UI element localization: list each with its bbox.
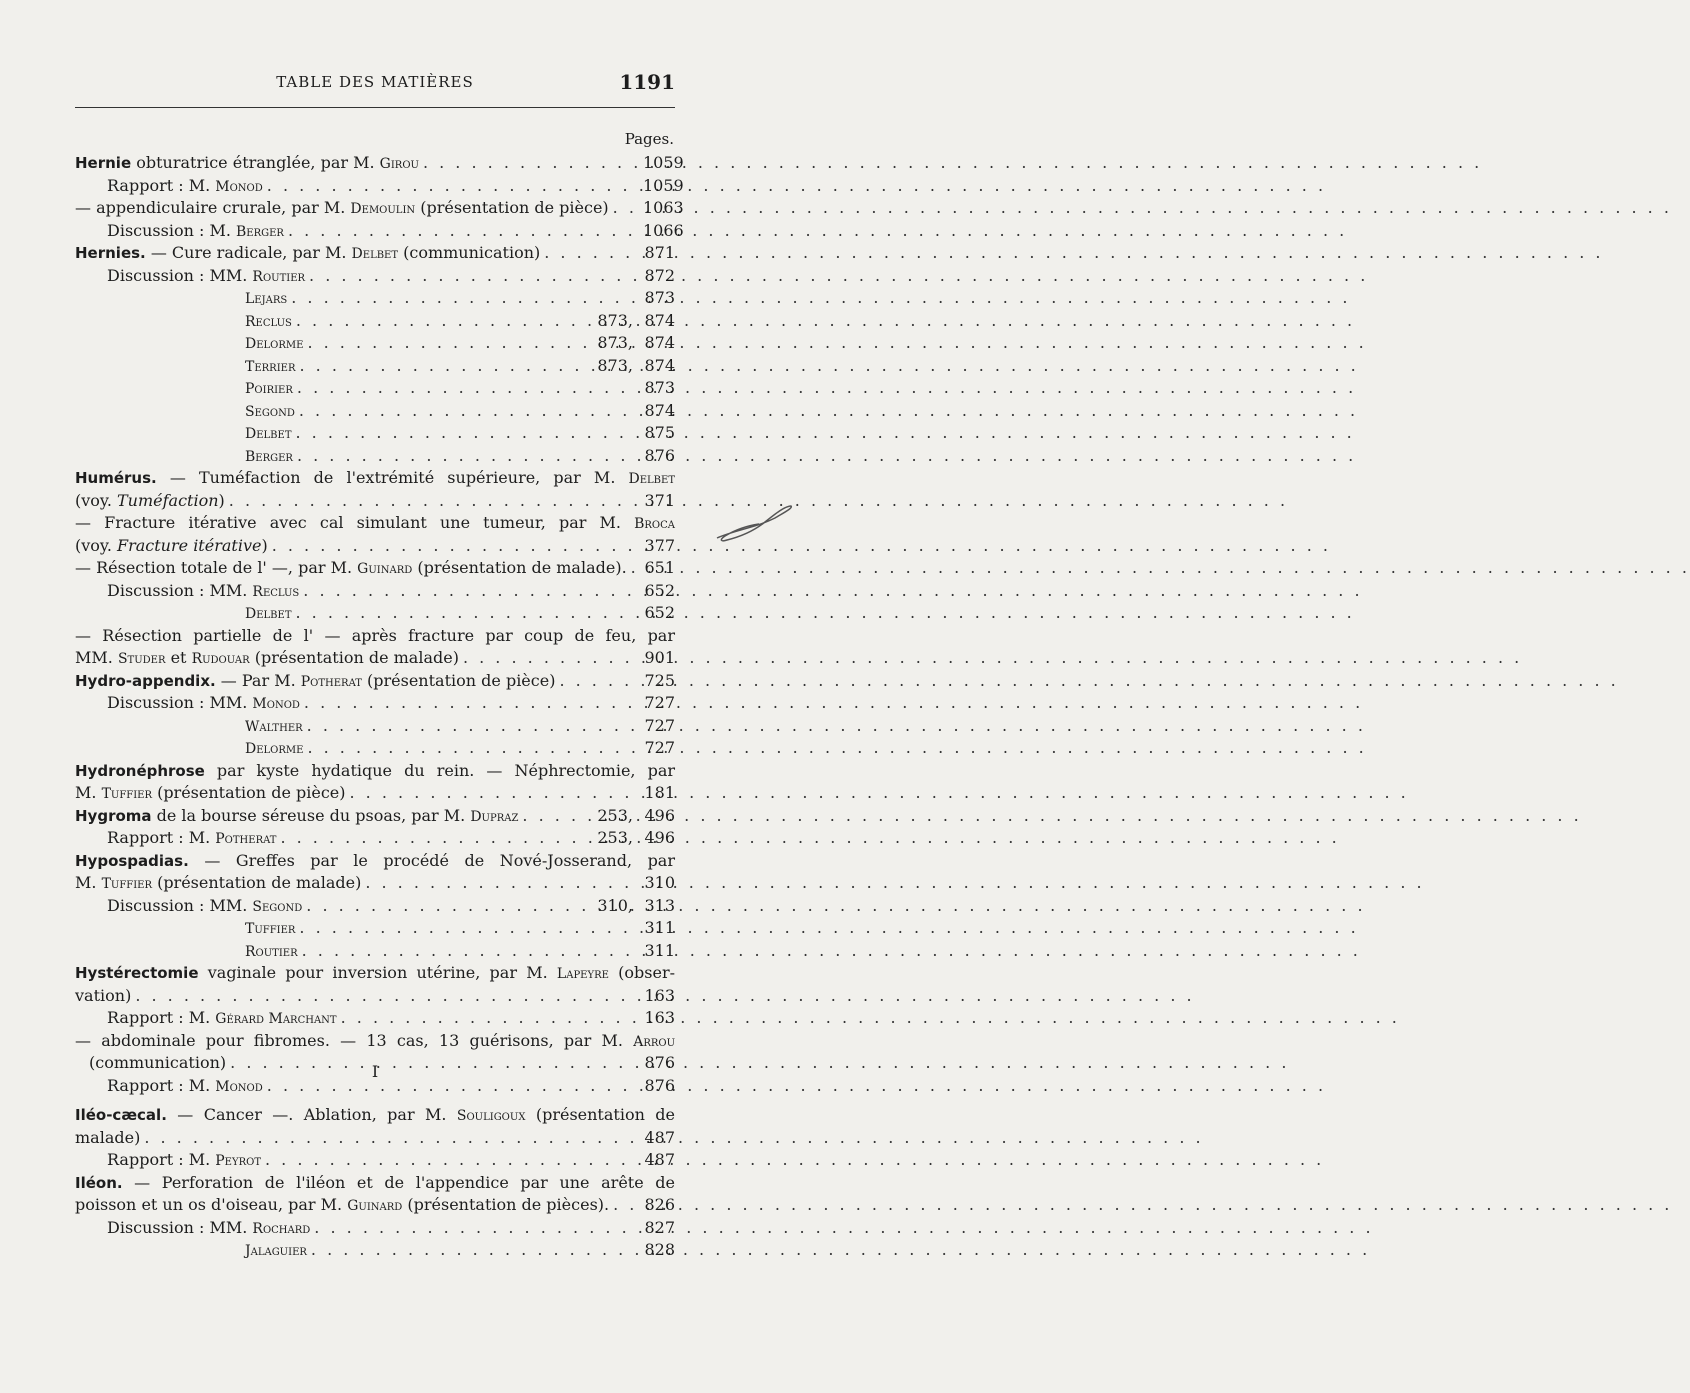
page-ref-first: 873, (597, 310, 633, 330)
dot-leader (291, 422, 643, 445)
author-name: Rudouar (191, 651, 250, 667)
entry-prefix: Discussion : M. (107, 220, 237, 240)
entry-heading: Hydronéphrose (75, 761, 205, 780)
entry-text (245, 400, 295, 424)
page-ref: 652 (644, 603, 675, 622)
toc-entry (75, 1149, 675, 1172)
toc-entry (75, 692, 675, 715)
entry-text (245, 737, 303, 761)
entry-text (245, 940, 298, 964)
dot-leader (310, 1217, 643, 1240)
dot-leader (300, 692, 643, 715)
toc-entry (75, 445, 675, 468)
page-ref: 872 (644, 265, 675, 285)
entry-text (75, 152, 419, 176)
toc-entry (75, 422, 675, 445)
toc-entry (75, 1104, 675, 1127)
entry-text (107, 220, 284, 244)
dot-leader (140, 1127, 643, 1150)
entry-text (245, 917, 295, 941)
entry-text (75, 782, 346, 806)
author-name: Lejars (245, 291, 288, 307)
toc-entry (75, 557, 675, 580)
dot-leader (337, 1007, 643, 1030)
entry-text (75, 805, 518, 829)
page-ref: 876 (644, 1075, 675, 1095)
author-name: Delbet (245, 426, 292, 442)
entry-text (245, 377, 293, 401)
entry-prefix: M. (75, 873, 102, 892)
author-name: Monod (215, 178, 263, 195)
page-ref: 651 (644, 558, 675, 577)
page-ref: 876 (644, 445, 675, 465)
dot-leader (518, 805, 593, 828)
entry-suffix: (communication) (398, 243, 541, 262)
toc-entry (75, 1194, 675, 1217)
entry-text (75, 872, 361, 896)
toc-entry (75, 310, 675, 333)
page-ref: 163 (644, 985, 675, 1005)
author-name: Guinard (347, 1198, 403, 1214)
author-name: Delorme (245, 336, 304, 352)
entry-prefix: — appendiculaire crurale, par M. (75, 198, 351, 217)
toc-entry (75, 760, 675, 783)
entry-text (245, 332, 303, 356)
entry-prefix: (communication) (89, 1053, 227, 1072)
entry-description: par kyste hydatique du rein. — Néphrectomie, par (204, 760, 675, 780)
dot-leader (293, 377, 643, 400)
entry-suffix: (présentation de pièce) (151, 783, 346, 802)
dot-leader (303, 737, 643, 760)
entry-prefix: Discussion : MM. (107, 693, 253, 712)
dot-leader (303, 715, 643, 738)
entry-description: — Greffes par le procédé de Nové-Josserand, par (188, 850, 675, 870)
dot-leader (307, 1239, 643, 1262)
entry-text (75, 197, 609, 221)
dot-leader (268, 535, 643, 558)
toc-entry (75, 782, 675, 805)
page-ref: 727 (644, 738, 675, 757)
dot-leader (263, 175, 643, 198)
header-rule (75, 107, 675, 108)
author-name: Studer (117, 651, 166, 667)
author-name: Potherat (300, 673, 362, 690)
toc-entry (75, 1172, 675, 1195)
author-name: Lapeyre (556, 966, 609, 982)
toc-entry (75, 242, 675, 265)
entry-suffix: (présentation de pièces). (402, 1195, 610, 1214)
author-name: Delbet (245, 606, 292, 622)
dot-leader (361, 872, 643, 895)
entry-prefix: (voy. (75, 535, 117, 555)
dot-leader (293, 445, 643, 468)
dot-leader (295, 400, 643, 423)
toc-entry (75, 850, 675, 873)
author-name: Segond (245, 403, 295, 420)
page-ref: 725 (644, 670, 675, 690)
dot-leader (303, 332, 593, 355)
entry-text (75, 1194, 609, 1218)
pen-mark (715, 500, 795, 550)
dot-leader (346, 782, 644, 805)
entry-text (107, 175, 263, 199)
entry-text (107, 1149, 261, 1173)
toc-entry (75, 805, 675, 828)
entry-description: — Par M. (215, 670, 301, 690)
entry-text (75, 1104, 675, 1128)
toc-entry (75, 535, 675, 558)
entry-prefix: Discussion : MM. (107, 895, 253, 915)
author-name: Berger (245, 448, 293, 465)
author-name: Walther (245, 718, 303, 735)
toc-entry (75, 895, 675, 918)
toc-entry (75, 1007, 675, 1030)
page-ref: 873 (644, 288, 675, 307)
page-ref: 310 (644, 873, 675, 892)
page-ref: 496 (644, 828, 675, 847)
dot-leader (298, 940, 643, 963)
entry-text (107, 1217, 310, 1241)
page-ref: 901 (644, 648, 675, 667)
toc-entry (75, 265, 675, 288)
entry-text (75, 467, 675, 491)
page-ref: 1063 (643, 198, 684, 217)
page-ref-first: 253, (597, 828, 633, 847)
page-ref: 1066 (643, 220, 684, 240)
entry-prefix: Discussion : MM. (107, 265, 253, 285)
dot-leader (555, 670, 643, 693)
dot-leader (291, 602, 643, 625)
author-name: Poirier (245, 381, 293, 397)
entry-text (245, 715, 303, 739)
dot-leader (540, 242, 643, 265)
toc-entry (75, 647, 675, 670)
entry-text (245, 1239, 307, 1263)
entry-description: — Cure radicale, par M. (145, 243, 352, 262)
entry-text (75, 535, 268, 558)
entry-text (107, 692, 300, 716)
dot-leader (627, 557, 643, 580)
toc-entry (75, 580, 675, 603)
page-ref: 874 (644, 400, 675, 420)
entry-prefix: — Fracture itérative avec cal simulant une tumeur, par M. (75, 513, 635, 532)
entry-text (75, 557, 627, 581)
toc-entry (75, 1030, 675, 1053)
page-ref: 727 (644, 693, 675, 712)
toc-entry (75, 602, 675, 625)
entry-heading: Iléon. (75, 1173, 123, 1192)
dot-leader (276, 827, 593, 850)
dot-leader (295, 917, 643, 940)
author-name: Arrou (633, 1033, 675, 1050)
entry-prefix: — Résection partielle de l' — après fracture par coup de feu, par (75, 625, 675, 645)
dot-leader (295, 355, 593, 378)
entry-description: — Perforation de l'iléon et de l'appendice par une arête de (122, 1172, 675, 1192)
page-ref-first: 873, (597, 333, 633, 352)
author-name: Tuffier (101, 786, 152, 802)
entry-prefix: poisson et un os d'oiseau, par M. (75, 1195, 348, 1214)
entry-text (245, 287, 287, 311)
entry-prefix: vation) (75, 985, 132, 1005)
entry-prefix: M. (75, 783, 102, 802)
author-name: Delbet (628, 471, 675, 487)
dot-leader (609, 197, 643, 220)
toc-entry (75, 197, 684, 220)
author-name: Rochard (252, 1220, 311, 1237)
entry-text (75, 1030, 675, 1054)
page-ref: 1059 (643, 153, 684, 172)
author-name: Guinard (357, 561, 413, 577)
entry-heading: Hernie (75, 154, 132, 172)
entry-crossref: Tuméfaction (117, 490, 219, 510)
toc-entry (75, 400, 675, 423)
page-ref: 371 (644, 490, 675, 510)
toc-entry (75, 467, 675, 490)
page-ref: 876 (644, 1053, 675, 1072)
entry-text (245, 310, 292, 334)
toc-entry (75, 287, 675, 310)
entry-text (75, 647, 459, 671)
entry-prefix: Rapport : M. (107, 1150, 216, 1169)
author-name: Demoulin (350, 201, 416, 217)
entry-text (75, 850, 675, 873)
page-ref-first: 310, (597, 895, 633, 915)
page-ref: 487 (644, 1150, 675, 1169)
author-name: Potherat (215, 831, 277, 847)
author-name: Terrier (245, 358, 296, 375)
entry-text (107, 265, 305, 289)
toc-entry (75, 512, 675, 535)
entry-prefix: malade) (75, 1127, 141, 1147)
dot-leader (299, 580, 643, 603)
author-name: Girou (379, 156, 419, 172)
page-ref: 163 (644, 1008, 675, 1027)
dot-leader (131, 985, 643, 1008)
page-ref: 313 (644, 895, 675, 915)
page-ref: 652 (644, 580, 675, 600)
dot-leader (225, 490, 643, 513)
toc-list-i (75, 1104, 675, 1262)
dot-leader (292, 310, 593, 333)
entry-prefix: — abdominale pour fibromes. — 13 cas, 13 guérisons, par M. (75, 1030, 634, 1050)
entry-description: — Tuméfaction de l'extrémité supérieure, par M. (156, 468, 629, 487)
entry-suffix: (présentation de malade) (151, 873, 362, 892)
entry-heading: Hypospadias. (75, 851, 189, 870)
dot-leader (609, 1194, 643, 1217)
page-ref: 873 (644, 378, 675, 397)
entry-prefix: MM. (75, 648, 118, 667)
entry-text (107, 1007, 337, 1031)
author-name: Jalaguier (245, 1243, 307, 1259)
entry-text (75, 512, 675, 536)
entry-suffix: (présentation de malade). (412, 558, 627, 577)
toc-entry (75, 872, 675, 895)
page-ref: 311 (644, 918, 675, 937)
entry-heading: Hernies. (75, 244, 146, 262)
page-ref: 874 (644, 333, 675, 352)
toc-list (75, 152, 684, 1097)
toc-entry (75, 715, 675, 738)
page-ref: 874 (644, 310, 675, 330)
author-name: Reclus (252, 583, 300, 600)
page-ref: 496 (644, 805, 675, 825)
entry-text (75, 670, 555, 694)
entry-prefix: Discussion : MM. (107, 1217, 253, 1237)
header-page-number: 1191 (619, 70, 675, 94)
entry-prefix: (voy. (75, 490, 117, 510)
toc-entry (75, 985, 675, 1008)
page-ref: 875 (644, 423, 675, 442)
entry-suffix: ) (261, 535, 268, 555)
page-ref: 311 (644, 940, 675, 960)
entry-suffix: (présentation de pièce) (415, 198, 609, 217)
toc-entry (75, 737, 675, 760)
dot-leader (284, 220, 643, 243)
author-name: Peyrot (215, 1153, 261, 1169)
page-ref-first: 253, (597, 805, 633, 825)
entry-prefix: Rapport : M. (107, 1075, 216, 1095)
author-name: Broca (634, 516, 675, 532)
entry-text (75, 242, 540, 266)
entry-suffix: (présentation de (525, 1105, 675, 1124)
toc-entry (75, 377, 675, 400)
entry-text (75, 625, 675, 648)
entry-text (107, 580, 299, 604)
toc-entry (75, 940, 675, 963)
entry-description: obturatrice étranglée, par M. (131, 153, 380, 172)
dot-leader (261, 1149, 643, 1172)
entry-text (75, 962, 675, 986)
pages-column-label: Pages. (624, 130, 674, 148)
entry-text (245, 355, 295, 379)
entry-prefix: Rapport : M. (107, 828, 216, 847)
dot-leader (287, 287, 643, 310)
entry-text (75, 1127, 140, 1150)
author-name: Dupraz (470, 808, 519, 825)
toc-entry (75, 670, 675, 693)
page-ref: 1059 (643, 175, 684, 195)
dot-leader (459, 647, 643, 670)
header-title: TABLE DES MATIÈRES (276, 73, 474, 91)
entry-heading: Iléo-cæcal. (75, 1106, 167, 1124)
entry-suffix: (présentation de malade) (249, 648, 459, 667)
toc-entry (75, 332, 675, 355)
entry-prefix: — Résection totale de l' —, par M. (75, 558, 358, 577)
page-ref: 181 (644, 783, 675, 802)
entry-text (75, 1172, 675, 1195)
dot-leader (305, 265, 643, 288)
author-name: Segond (252, 898, 303, 915)
page-ref: 828 (644, 1240, 675, 1259)
toc-entry (75, 175, 684, 198)
page-ref: 827 (644, 1217, 675, 1237)
page-ref: 727 (644, 715, 675, 735)
entry-heading: Hygroma (75, 806, 152, 825)
page-ref: 874 (644, 355, 675, 375)
author-name: Routier (252, 268, 306, 285)
entry-crossref: Fracture itérative (117, 535, 262, 555)
author-name: Tuffier (101, 876, 152, 892)
toc-entry (75, 1239, 675, 1262)
author-name: Berger (236, 223, 284, 240)
dot-leader (302, 895, 593, 918)
entry-heading: Hystérectomie (75, 964, 199, 982)
page-ref: 871 (644, 243, 675, 262)
entry-prefix: Discussion : MM. (107, 580, 253, 600)
toc-entry (75, 1217, 675, 1240)
entry-suffix: (présentation de pièce) (361, 670, 556, 690)
page-ref: 487 (644, 1127, 675, 1147)
entry-suffix: (obser- (608, 963, 675, 982)
entry-suffix: ) (218, 490, 225, 510)
toc-entry (75, 1127, 675, 1150)
toc-entry (75, 355, 675, 378)
toc-entry (75, 625, 675, 648)
toc-entry (75, 490, 675, 513)
author-name: Souligoux (456, 1108, 526, 1124)
author-name: Monod (252, 696, 300, 712)
page-ref: 377 (644, 535, 675, 555)
entry-prefix: Rapport : M. (107, 1008, 216, 1027)
author-name: Tuffier (245, 921, 296, 937)
toc-entry (75, 917, 675, 940)
dot-leader (419, 152, 643, 175)
entry-connector: et (165, 648, 192, 667)
author-name: Reclus (245, 313, 292, 330)
page-ref: 826 (644, 1195, 675, 1214)
entry-description: de la bourse séreuse du psoas, par M. (151, 805, 471, 825)
entry-heading: Humérus. (75, 469, 157, 487)
toc-entry (75, 152, 684, 175)
running-header (75, 70, 675, 100)
entry-description: vaginale pour inversion utérine, par M. (198, 963, 557, 982)
entry-text (245, 445, 293, 469)
entry-text (75, 985, 131, 1008)
entry-description: — Cancer —. Ablation, par M. (166, 1105, 457, 1124)
entry-text (75, 760, 675, 783)
entry-text (75, 490, 225, 513)
author-name: Delorme (245, 741, 304, 757)
toc-entry (75, 827, 675, 850)
toc-entry (75, 962, 675, 985)
book-page (0, 0, 800, 1393)
author-name: Routier (245, 943, 298, 960)
author-name: Gérard Marchant (215, 1011, 337, 1027)
author-name: Delbet (351, 246, 399, 262)
author-name: Monod (215, 1078, 263, 1095)
section-letter: I (371, 1062, 379, 1081)
entry-text (245, 422, 291, 446)
entry-text (107, 827, 276, 851)
entry-text (245, 602, 291, 626)
entry-text (107, 895, 302, 919)
entry-heading: Hydro-appendix. (75, 671, 216, 690)
page-ref-first: 873, (597, 355, 633, 375)
entry-prefix: Rapport : M. (107, 175, 216, 195)
toc-entry (75, 220, 684, 243)
